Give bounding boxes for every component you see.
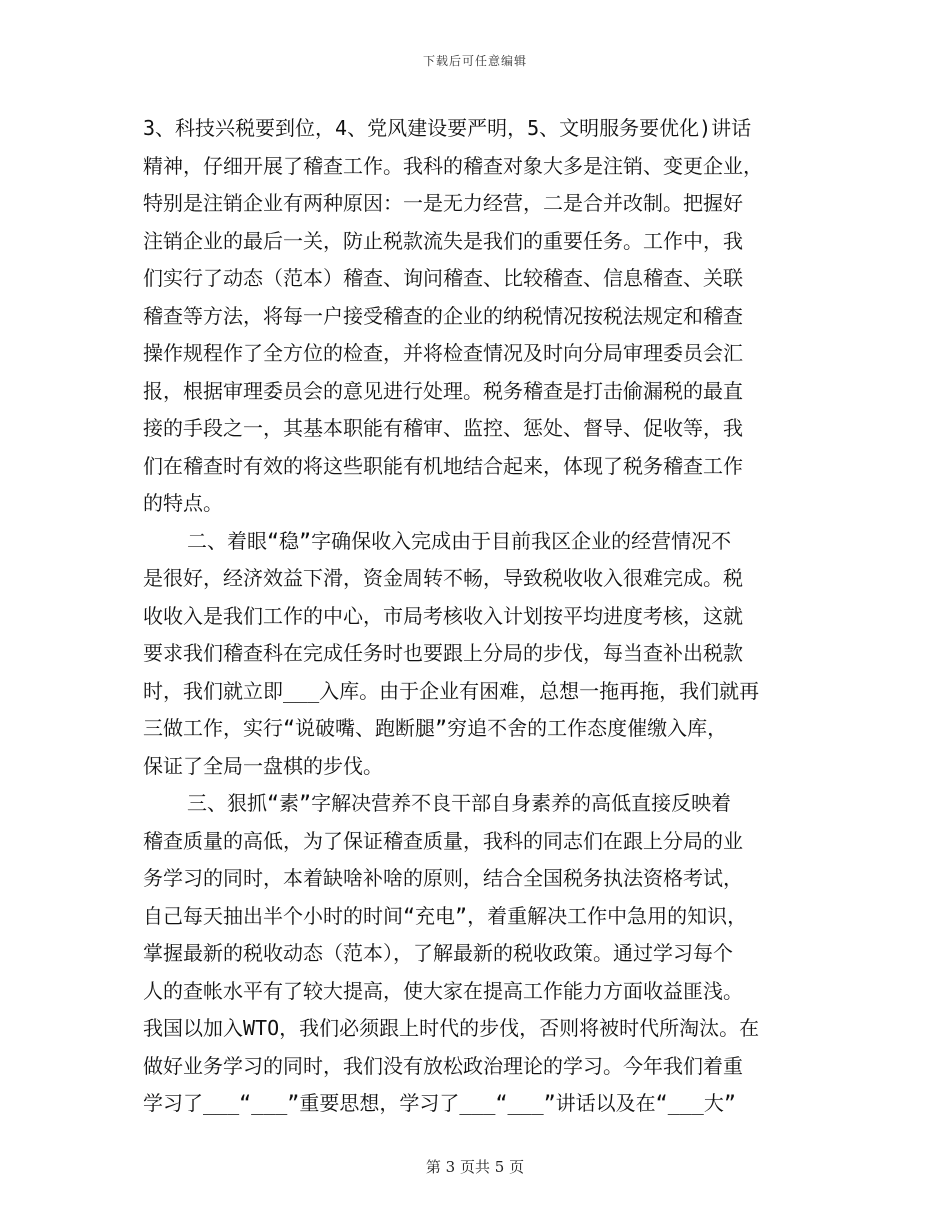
text-line: 收收入是我们工作的中心，市局考核收入计划按平均进度考核，这就 bbox=[143, 603, 743, 628]
text-line: 们实行了动态（范本）稽查、询问稽查、比较稽查、信息稽查、关联 bbox=[143, 266, 743, 290]
text-line: 我国以加入WTO，我们必须跟上时代的步伐，否则将被时代所淘汰。在 bbox=[143, 1016, 760, 1040]
text-line: 操作规程作了全方位的检查，并将检查情况及时向分局审理委员会汇 bbox=[143, 341, 743, 365]
text-line: 的特点。 bbox=[143, 491, 223, 515]
text-line: 精神，仔细开展了稽查工作。我科的稽查对象大多是注销、变更企业， bbox=[143, 153, 763, 178]
text-line: 要求我们稽查科在完成任务时也要跟上分局的步伐，每当查补出税款 bbox=[143, 641, 743, 665]
text-line: 接的手段之一，其基本职能有稽审、监控、惩处、督导、促收等，我 bbox=[143, 416, 743, 440]
text-line: 保证了全局一盘棋的步伐。 bbox=[143, 753, 383, 778]
text-line: 掌握最新的税收动态（范本），了解最新的税收政策。通过学习每个 bbox=[143, 941, 733, 965]
text-line: 时，我们就立即___入库。由于企业有困难，总想一拖再拖，我们就再 bbox=[143, 678, 760, 703]
text-line: 三、狠抓“素”字解决营养不良干部自身素养的高低直接反映着 bbox=[187, 791, 732, 815]
text-line: 学习了___“___”重要思想，学习了___“___”讲话以及在“___大” bbox=[143, 1091, 736, 1115]
text-line: 注销企业的最后一关，防止税款流失是我们的重要任务。工作中，我 bbox=[143, 228, 743, 253]
text-line: 是很好，经济效益下滑，资金周转不畅，导致税收收入很难完成。税 bbox=[143, 566, 743, 590]
text-line: 特别是注销企业有两种原因：一是无力经营，二是合并改制。把握好 bbox=[143, 191, 743, 215]
text-line: 务学习的同时，本着缺啥补啥的原则，结合全国税务执法资格考试， bbox=[143, 866, 743, 890]
text-line: 自己每天抽出半个小时的时间“充电”，着重解决工作中急用的知识， bbox=[143, 903, 748, 928]
document-body bbox=[143, 110, 809, 1123]
page-header: 下载后可任意编辑 bbox=[422, 54, 527, 68]
text-line: 稽查质量的高低，为了保证稽查质量，我科的同志们在跟上分局的业 bbox=[143, 828, 743, 853]
text-line: 三做工作，实行“说破嘴、跑断腿”穷追不舍的工作态度催缴入库， bbox=[143, 716, 728, 740]
text-line: 稽查等方法，将每一户接受稽查的企业的纳税情况按税法规定和稽查 bbox=[143, 303, 743, 328]
text-line: 做好业务学习的同时，我们没有放松政治理论的学习。今年我们着重 bbox=[143, 1053, 743, 1078]
page-footer: 第 3 页共 5 页 bbox=[425, 1158, 525, 1176]
text-line: 报，根据审理委员会的意见进行处理。税务稽查是打击偷漏税的最直 bbox=[143, 378, 743, 403]
text-line: 3、科技兴税要到位，4、党风建设要严明，5、文明服务要优化)讲话 bbox=[143, 116, 752, 140]
text-line: 二、着眼“稳”字确保收入完成由于目前我区企业的经营情况不 bbox=[187, 528, 732, 553]
text-line: 人的查帐水平有了较大提高，使大家在提高工作能力方面收益匪浅。 bbox=[143, 978, 743, 1003]
text-line: 们在稽查时有效的将这些职能有机地结合起来，体现了税务稽查工作 bbox=[143, 453, 743, 478]
